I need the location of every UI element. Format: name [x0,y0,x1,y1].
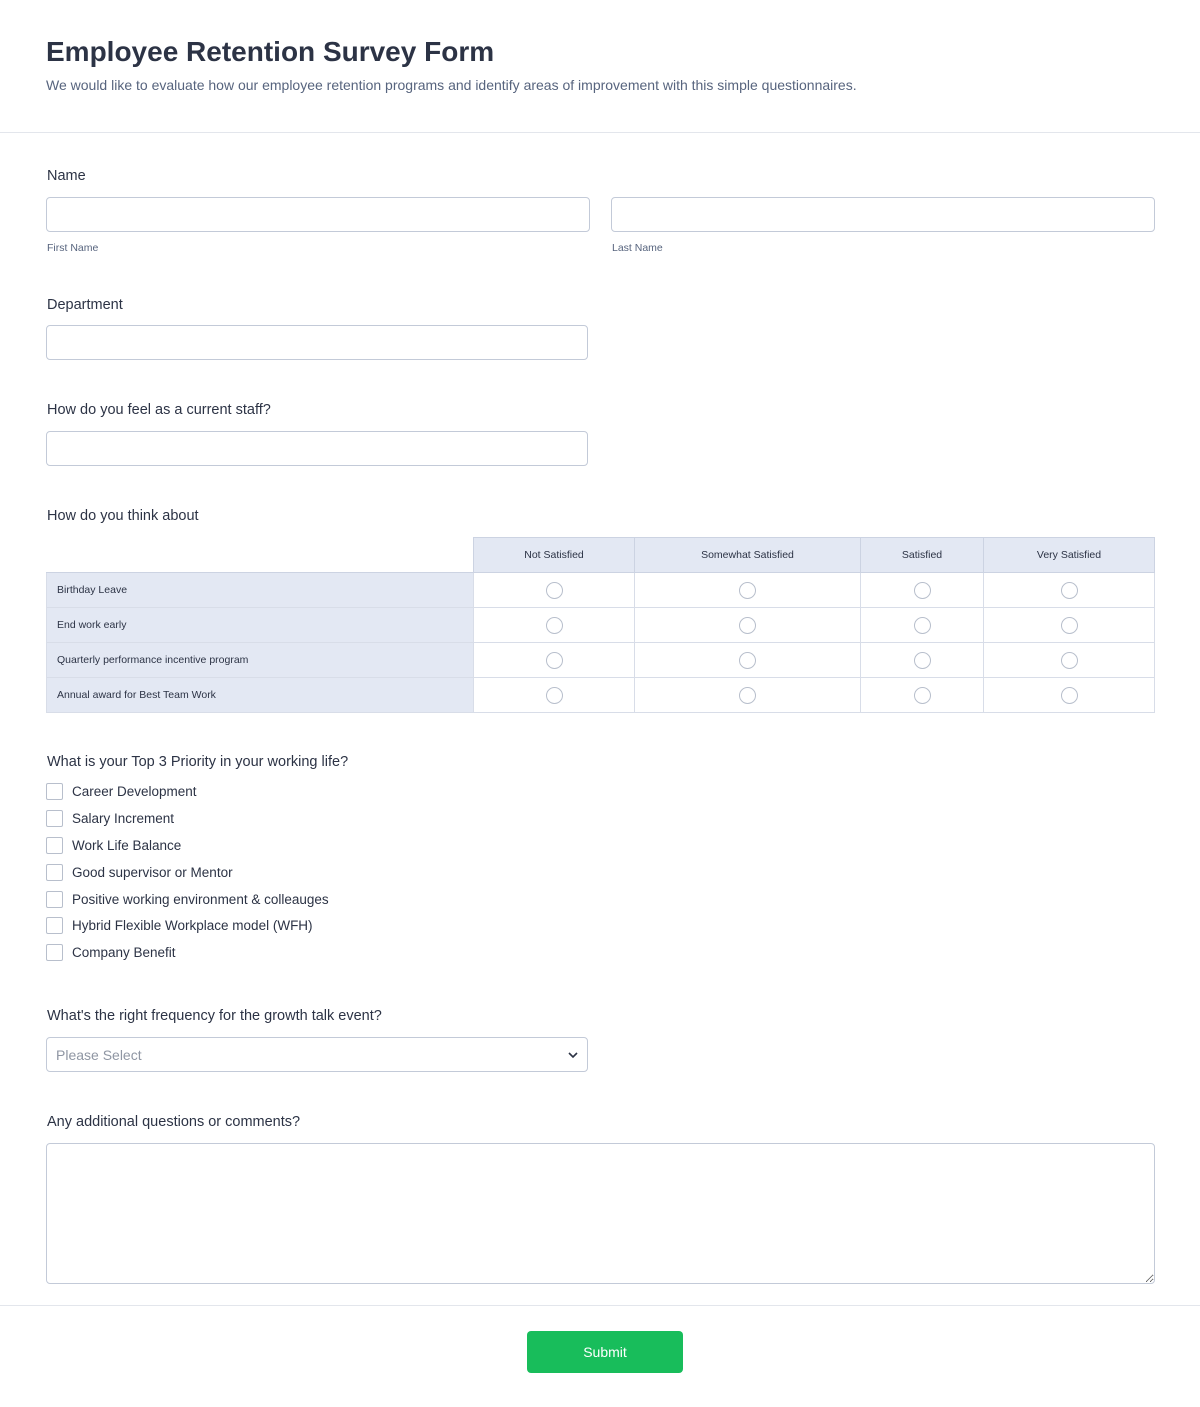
last-name-sublabel: Last Name [612,242,663,254]
department-input[interactable] [46,325,588,360]
first-name-input[interactable] [46,197,590,232]
matrix-label: How do you think about [47,508,199,524]
radio[interactable] [546,617,563,634]
checkbox-option[interactable] [46,917,313,934]
comments-label: Any additional questions or comments? [47,1114,301,1130]
radio[interactable] [739,582,756,599]
column-header: Somewhat Satisfied [635,538,861,573]
checkbox-option[interactable] [46,864,233,881]
matrix-row [47,573,1155,608]
option-label: Salary Increment [72,811,175,826]
radio[interactable] [546,582,563,599]
radio[interactable] [1061,652,1078,669]
option-label: Good supervisor or Mentor [72,865,233,880]
satisfaction-matrix [46,537,1155,713]
option-label: Positive working environment & colleauges [72,892,329,907]
checkbox[interactable] [46,837,63,854]
radio[interactable] [739,687,756,704]
checkbox[interactable] [46,864,63,881]
checkbox[interactable] [46,917,63,934]
radio[interactable] [1061,687,1078,704]
form-title: Employee Retention Survey Form [46,36,495,67]
name-label: Name [47,168,86,184]
checkbox[interactable] [46,944,63,961]
checkbox-option[interactable] [46,891,329,908]
matrix-row [47,643,1155,678]
radio[interactable] [914,617,931,634]
checkbox-option[interactable] [46,837,181,854]
radio[interactable] [546,652,563,669]
last-name-input[interactable] [611,197,1155,232]
checkbox[interactable] [46,810,63,827]
column-header: Not Satisfied [474,538,635,573]
option-label: Hybrid Flexible Workplace model (WFH) [72,918,313,933]
radio[interactable] [546,687,563,704]
comments-textarea[interactable] [46,1143,1155,1284]
column-header: Very Satisfied [984,538,1155,573]
column-header: Satisfied [861,538,984,573]
radio[interactable] [914,687,931,704]
department-label: Department [47,297,123,313]
frequency-select[interactable] [46,1037,588,1072]
form-description: We would like to evaluate how our employee retention programs and identify areas of improvement with this simple questionnaires. [46,77,857,93]
feel-input[interactable] [46,431,588,466]
frequency-label: What's the right frequency for the growth talk event? [47,1008,382,1024]
radio[interactable] [739,652,756,669]
submit-button[interactable]: Submit [527,1331,683,1373]
row-label: End work early [47,608,474,643]
matrix-row [47,678,1155,713]
checkbox[interactable] [46,783,63,800]
checkbox[interactable] [46,891,63,908]
chevron-down-icon [568,1047,578,1062]
radio[interactable] [914,582,931,599]
form-header [0,0,1200,133]
select-placeholder: Please Select [56,1047,142,1063]
option-label: Work Life Balance [72,838,182,853]
first-name-sublabel: First Name [47,242,99,254]
matrix-row [47,608,1155,643]
checkbox-option[interactable] [46,783,197,800]
option-label: Company Benefit [72,945,176,960]
feel-label: How do you feel as a current staff? [47,402,271,418]
radio[interactable] [739,617,756,634]
option-label: Career Development [72,784,197,799]
row-label: Quarterly performance incentive program [47,643,474,678]
priority-label: What is your Top 3 Priority in your working life? [47,754,349,770]
checkbox-option[interactable] [46,944,176,961]
radio[interactable] [1061,617,1078,634]
radio[interactable] [914,652,931,669]
radio[interactable] [1061,582,1078,599]
row-label: Birthday Leave [47,573,474,608]
row-label: Annual award for Best Team Work [47,678,474,713]
checkbox-option[interactable] [46,810,174,827]
